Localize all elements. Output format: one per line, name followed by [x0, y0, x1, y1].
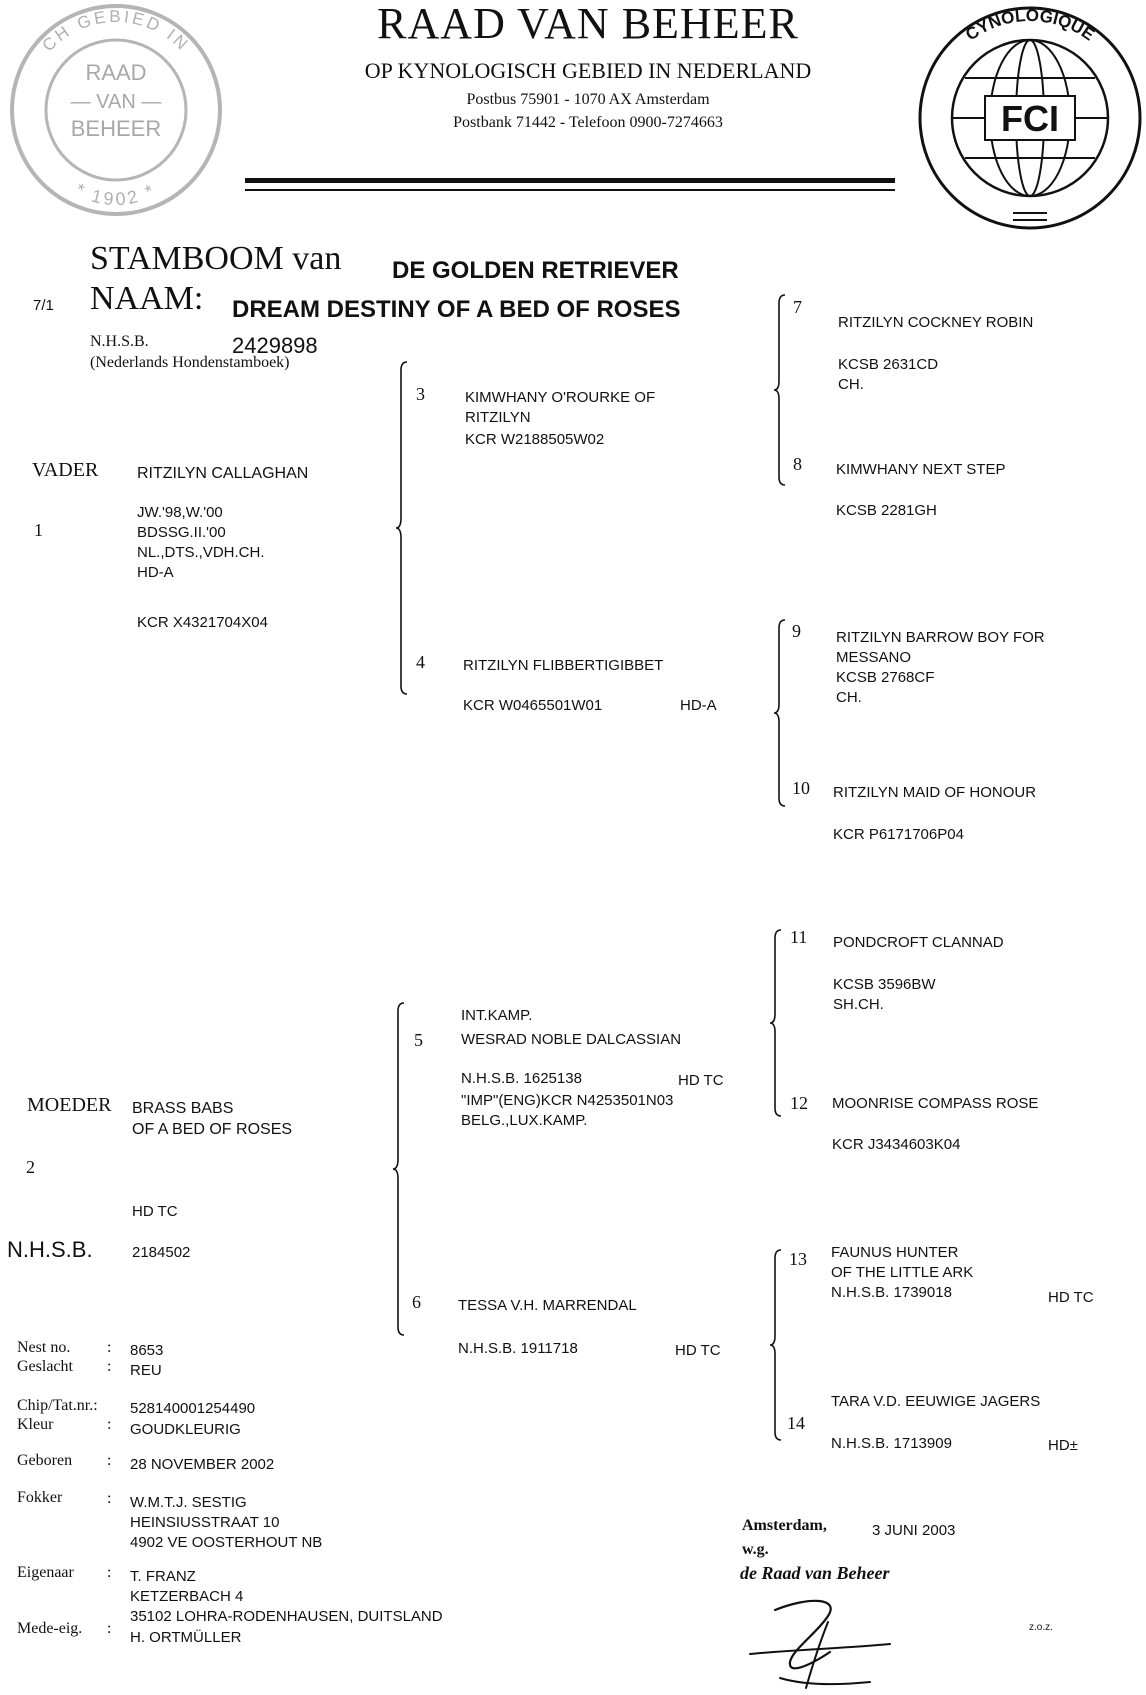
sire-label: VADER [32, 459, 99, 481]
nest-label: Nest no. [17, 1339, 71, 1356]
sire-registration: KCR X4321704X04 [137, 614, 268, 631]
coowner-value: H. ORTMÜLLER [130, 1629, 242, 1646]
chip-value: 528140001254490 [130, 1400, 256, 1417]
dam-name: BRASS BABS OF A BED OF ROSES [132, 1100, 293, 1138]
ggp7-name: RITZILYN COCKNEY ROBIN [838, 314, 1034, 331]
owner-label: Eigenaar [17, 1564, 74, 1581]
born-colon: : [107, 1452, 112, 1469]
signature-place: Amsterdam, [742, 1517, 827, 1534]
sire-name: RITZILYN CALLAGHAN [137, 465, 309, 482]
gp5-number: 5 [414, 1030, 423, 1050]
reference-number: 7/1 [33, 297, 54, 314]
breeder-label: Fokker [17, 1489, 63, 1506]
gp6-registration: N.H.S.B. 1911718 [458, 1340, 578, 1357]
owner-colon: : [107, 1564, 112, 1581]
ggp12-registration: KCR J3434603K04 [832, 1136, 961, 1153]
sex-value: REU [130, 1362, 162, 1379]
ggp14-number: 14 [787, 1413, 805, 1433]
dam-titles: HD TC [132, 1203, 178, 1220]
color-colon: : [107, 1416, 112, 1433]
handwritten-signature [720, 1592, 900, 1692]
ggp10-number: 10 [792, 778, 810, 798]
svg-text:BEHEER: BEHEER [70, 116, 162, 141]
svg-text:— VAN —: — VAN — [70, 91, 162, 113]
svg-text:CYNOLOGIQUE: CYNOLOGIQUE [962, 5, 1098, 45]
ggp14-registration: N.H.S.B. 1713909 [831, 1435, 952, 1452]
ggp12-name: MOONRISE COMPASS ROSE [832, 1095, 1039, 1112]
coowner-colon: : [107, 1620, 112, 1637]
header-rule-thin [245, 189, 895, 191]
brace-gg-9-10 [774, 620, 786, 806]
signature-date: 3 JUNI 2003 [872, 1522, 956, 1539]
ggp8-registration: KCSB 2281GH [836, 502, 937, 519]
ggp14-health: HD± [1048, 1437, 1078, 1454]
header-rule-thick [245, 178, 895, 183]
sire-titles: JW.'98,W.'00 BDSSG.II.'00 NL.,DTS.,VDH.CH. HD-A [137, 504, 265, 581]
stamboom-label: STAMBOOM van [90, 240, 342, 277]
nest-colon: : [107, 1339, 112, 1356]
svg-text:CH GEBIED IN: CH GEBIED IN [38, 6, 194, 56]
ggp8-number: 8 [793, 454, 802, 474]
nhsb-label: N.H.S.B. [90, 333, 149, 350]
gp6-health: HD TC [675, 1342, 721, 1359]
dam-label: MOEDER [27, 1094, 112, 1116]
gp4-health: HD-A [680, 697, 717, 714]
born-value: 28 NOVEMBER 2002 [130, 1456, 275, 1473]
color-label: Kleur [17, 1416, 54, 1433]
nest-value: 8653 [130, 1342, 164, 1359]
brace-gg-13-14 [770, 1250, 782, 1440]
ggp10-registration: KCR P6171706P04 [833, 826, 964, 843]
signature-authority: de Raad van Beheer [740, 1563, 890, 1583]
ggp14-name: TARA V.D. EEUWIGE JAGERS [831, 1393, 1041, 1410]
dam-registration: 2184502 [132, 1244, 191, 1261]
gp3-name: KIMWHANY O'ROURKE OF RITZILYN [465, 389, 656, 426]
gp3-number: 3 [416, 384, 425, 404]
gp5-more: "IMP"(ENG)KCR N4253501N03 BELG.,LUX.KAMP. [461, 1092, 674, 1129]
svg-text:FCI: FCI [1001, 98, 1059, 139]
ggp7-number: 7 [793, 297, 802, 317]
gp4-name: RITZILYN FLIBBERTIGIBBET [463, 657, 664, 674]
sire-number: 1 [34, 520, 43, 540]
svg-text:* 1902 *: * 1902 * [72, 179, 160, 210]
postal-address: Postbus 75901 - 1070 AX Amsterdam [466, 91, 710, 108]
dog-name: DREAM DESTINY OF A BED OF ROSES [232, 296, 681, 323]
gp5-health: HD TC [678, 1072, 724, 1089]
gp4-registration: KCR W0465501W01 [463, 697, 603, 714]
ggp10-name: RITZILYN MAID OF HONOUR [833, 784, 1037, 801]
brace-gg-11-12 [770, 930, 782, 1116]
ggp8-name: KIMWHANY NEXT STEP [836, 461, 1006, 478]
signature-wg: w.g. [742, 1541, 769, 1558]
gp4-number: 4 [416, 652, 425, 672]
ggp13-health: HD TC [1048, 1289, 1094, 1306]
chip-label: Chip/Tat.nr.: [17, 1397, 98, 1414]
organization-subtitle: OP KYNOLOGISCH GEBIED IN NEDERLAND [364, 58, 812, 83]
gp5-registration: N.H.S.B. 1625138 [461, 1070, 582, 1087]
gp6-name: TESSA V.H. MARRENDAL [458, 1297, 637, 1314]
sex-colon: : [107, 1358, 112, 1375]
zoz-note: z.o.z. [1029, 1622, 1053, 1633]
svg-text:RAAD: RAAD [85, 60, 147, 85]
sex-label: Geslacht [17, 1358, 73, 1375]
brace-dam-parents [393, 1003, 405, 1335]
ggp12-number: 12 [790, 1093, 808, 1113]
ggp11-number: 11 [790, 927, 808, 947]
brace-sire-parents [396, 362, 408, 694]
fci-logo [915, 0, 1145, 232]
gp5-title: INT.KAMP. [461, 1007, 533, 1024]
naam-label: NAAM: [90, 280, 204, 317]
contact-info: Postbank 71442 - Telefoon 0900-7274663 [453, 114, 723, 131]
ggp11-registration: KCSB 3596BW SH.CH. [833, 976, 936, 1013]
gp3-registration: KCR W2188505W02 [465, 431, 605, 448]
ggp11-name: PONDCROFT CLANNAD [833, 934, 1004, 951]
gp6-number: 6 [412, 1292, 421, 1312]
breed-name: DE GOLDEN RETRIEVER [392, 257, 679, 284]
breeder-value: W.M.T.J. SESTIG HEINSIUSSTRAAT 10 4902 VE OOSTERHOUT NB [130, 1494, 323, 1551]
nhsb-fullname: (Nederlands Hondenstamboek) [90, 354, 290, 371]
organization-title: RAAD VAN BEHEER [377, 0, 799, 48]
ggp13-name: FAUNUS HUNTER OF THE LITTLE ARK N.H.S.B. 1739018 [831, 1244, 974, 1301]
color-value: GOUDKLEURIG [130, 1421, 241, 1438]
nhsb-number: 2429898 [232, 333, 318, 358]
owner-value: T. FRANZ KETZERBACH 4 35102 LOHRA-RODENHAUSEN, DUITSLAND [130, 1568, 443, 1625]
ggp9-number: 9 [792, 621, 801, 641]
ggp9-name: RITZILYN BARROW BOY FOR MESSANO KCSB 2768CF CH. [836, 629, 1045, 706]
ggp13-number: 13 [789, 1249, 807, 1269]
breeder-colon: : [107, 1490, 112, 1507]
brace-gg-7-8 [774, 295, 786, 485]
born-label: Geboren [17, 1452, 73, 1469]
dam-number: 2 [26, 1157, 35, 1177]
coowner-label: Mede-eig. [17, 1620, 83, 1637]
gp5-name: WESRAD NOBLE DALCASSIAN [461, 1031, 682, 1048]
dam-nhsb-label: N.H.S.B. [7, 1237, 93, 1262]
ggp7-registration: KCSB 2631CD CH. [838, 356, 939, 393]
